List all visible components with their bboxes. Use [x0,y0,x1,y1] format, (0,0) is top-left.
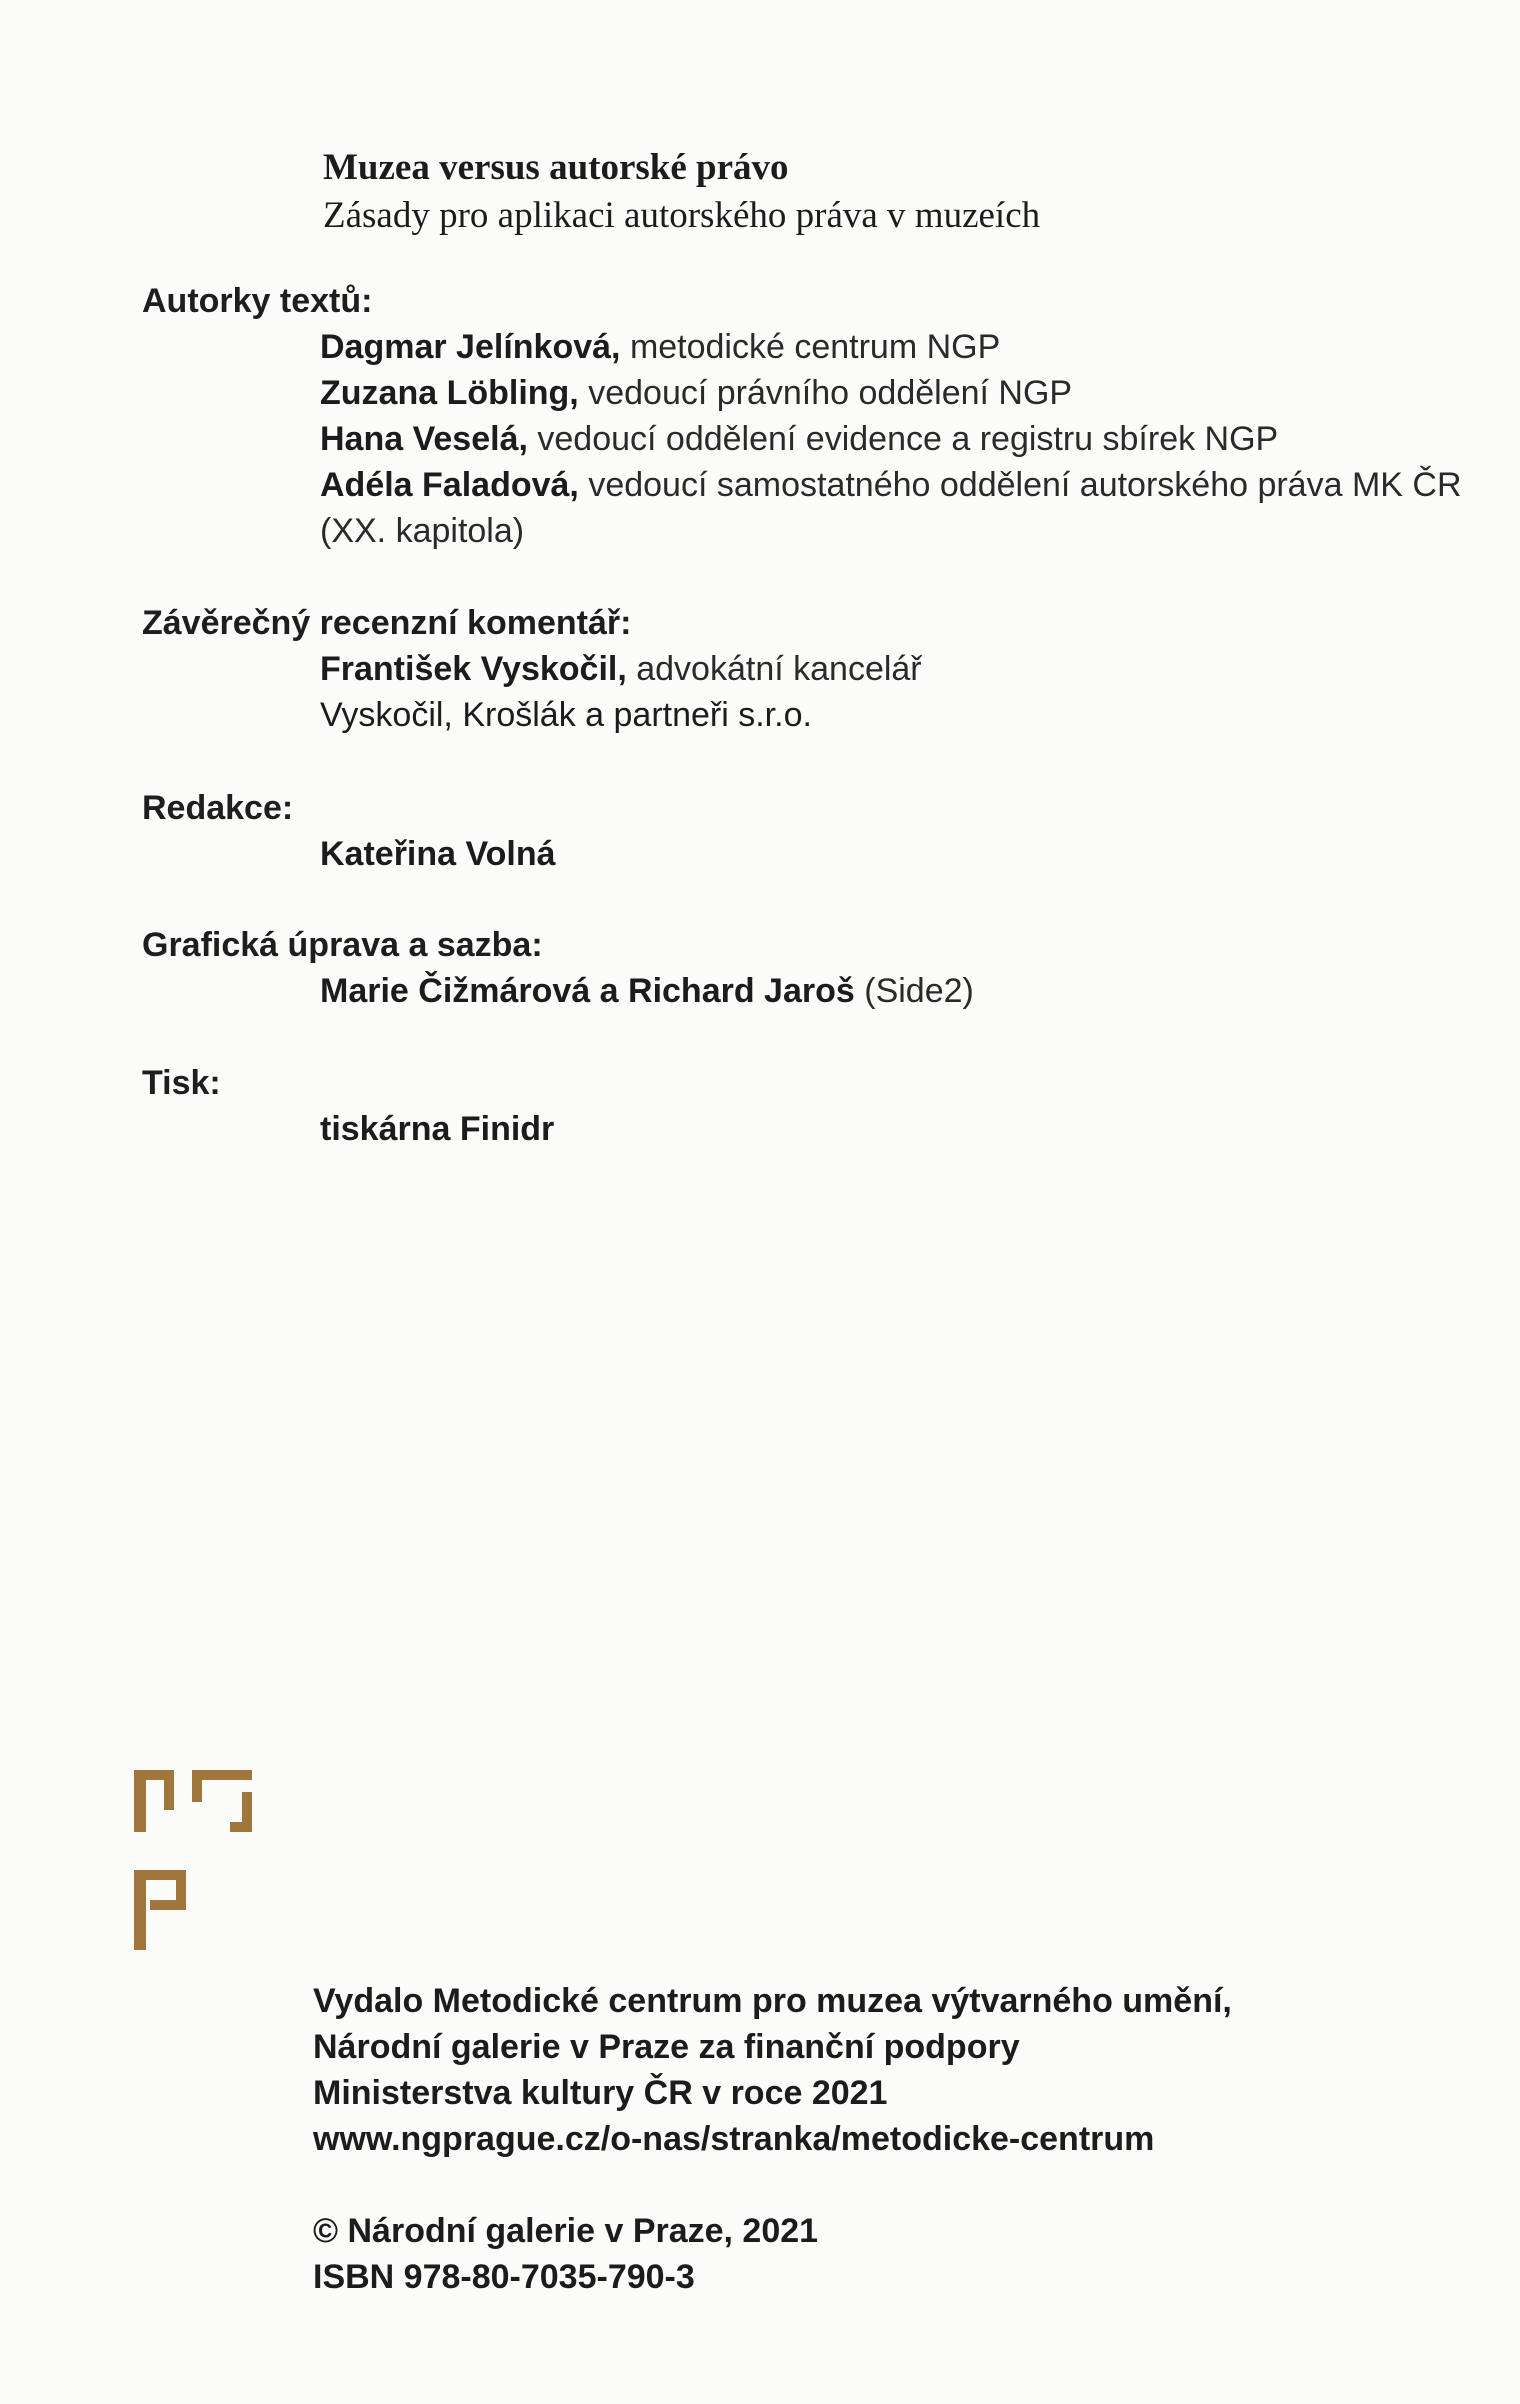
author-name: Hana Veselá, [320,420,528,458]
book-title: Muzea versus autorské právo [323,147,789,188]
isbn: ISBN 978-80-7035-790-3 [313,2258,695,2296]
ngp-logo [134,1770,304,1950]
author-entry [320,462,1470,554]
author-entry [320,370,1470,416]
publisher-url: www.ngprague.cz/o-nas/stranka/metodicke-centrum [313,2120,1155,2158]
designer-names: Marie Čižmárová a Richard Jaroš [320,972,855,1010]
book-subtitle: Zásady pro aplikaci autorského práva v muzeích [323,195,1041,236]
design-label: Grafická úprava a sazba: [142,926,543,964]
editor-name: Kateřina Volná [320,835,556,873]
editing-section [142,785,556,877]
author-name: Adéla Faladová, [320,466,579,504]
printer-name: tiskárna Finidr [320,1110,555,1148]
reviewer-role: advokátní kancelář [636,650,922,688]
editing-label: Redakce: [142,789,294,827]
author-role: vedoucí samostatného oddělení autorského práva MK ČR (XX. kapitola) [320,466,1462,550]
title-block [323,144,1040,240]
designer-note: (Side2) [864,972,974,1010]
print-section [142,1060,554,1152]
reviewer-firm: Vyskočil, Krošlák a partneři s.r.o. [320,696,812,734]
author-name: Zuzana Löbling, [320,374,579,412]
author-entry [320,416,1470,462]
reviewer-entry [320,646,922,692]
publisher-line: Národní galerie v Praze za finanční podpory [313,2028,1020,2066]
authors-label: Autorky textů: [142,282,373,320]
authors-section [142,278,1470,554]
designer-entry [320,968,974,1014]
review-section [142,600,922,738]
design-section [142,922,974,1014]
author-name: Dagmar Jelínková, [320,328,621,366]
author-role: metodické centrum NGP [629,328,1001,366]
print-label: Tisk: [142,1064,221,1102]
review-label: Závěrečný recenzní komentář: [142,604,632,642]
publisher-line: Vydalo Metodické centrum pro muzea výtvarného umění, [313,1982,1232,2020]
author-role: vedoucí oddělení evidence a registru sbírek NGP [537,420,1279,458]
author-entry [320,324,1470,370]
author-role: vedoucí právního oddělení NGP [588,374,1073,412]
copyright: © Národní galerie v Praze, 2021 [313,2212,819,2250]
reviewer-name: František Vyskočil, [320,650,627,688]
publisher-block [313,1978,1232,2300]
publisher-line: Ministerstva kultury ČR v roce 2021 [313,2074,888,2112]
